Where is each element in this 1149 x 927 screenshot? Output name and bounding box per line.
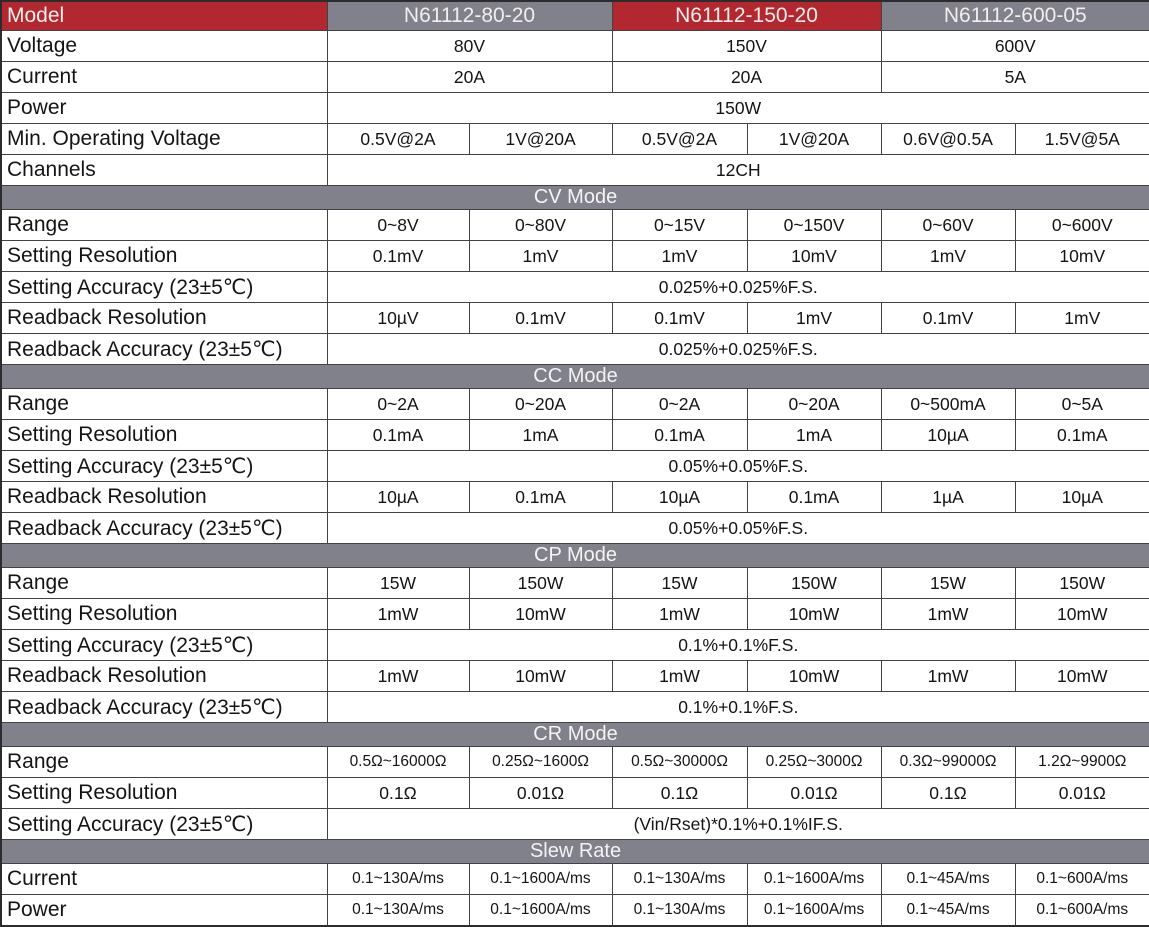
spec-value-cell: 0~80V <box>469 210 612 241</box>
spec-value-cell: 0~15V <box>612 210 747 241</box>
row-label: Readback Accuracy (23±5℃) <box>1 513 327 544</box>
spec-value-cell: 1mW <box>327 599 469 630</box>
row-label: Setting Accuracy (23±5℃) <box>1 272 327 303</box>
spec-row <box>1 241 1149 272</box>
row-label: Setting Resolution <box>1 420 327 451</box>
row-label: Setting Accuracy (23±5℃) <box>1 630 327 661</box>
spec-value-cell: 0~2A <box>612 389 747 420</box>
spec-value-cell: 1mV <box>747 303 881 334</box>
spec-value-cell: 0.1~1600A/ms <box>469 864 612 895</box>
spec-row <box>1 210 1149 241</box>
spec-value-cell: 150V <box>612 31 881 62</box>
spec-value-cell: 0~150V <box>747 210 881 241</box>
spec-value-cell: 0.25Ω~3000Ω <box>747 747 881 778</box>
spec-value-cell: (Vin/Rset)*0.1%+0.1%IF.S. <box>327 809 1149 840</box>
spec-row <box>1 62 1149 93</box>
spec-value-cell: 0.1mA <box>747 482 881 513</box>
spec-value-cell: 0.01Ω <box>747 778 881 809</box>
spec-value-cell: 150W <box>747 568 881 599</box>
section-header: Slew Rate <box>1 840 1149 864</box>
spec-value-cell: 0~500mA <box>881 389 1015 420</box>
spec-row <box>1 864 1149 895</box>
spec-row <box>1 513 1149 544</box>
spec-value-cell: 0.1~45A/ms <box>881 895 1015 927</box>
row-label: Range <box>1 568 327 599</box>
row-label: Range <box>1 747 327 778</box>
row-label: Setting Resolution <box>1 599 327 630</box>
row-label: Power <box>1 895 327 927</box>
spec-value-cell: 0.1~130A/ms <box>612 895 747 927</box>
row-label: Channels <box>1 155 327 186</box>
model-header-row <box>1 1 1149 31</box>
spec-value-cell: 1mA <box>469 420 612 451</box>
spec-row <box>1 599 1149 630</box>
spec-value-cell: 20A <box>612 62 881 93</box>
row-label: Voltage <box>1 31 327 62</box>
spec-value-cell: 1mW <box>881 599 1015 630</box>
spec-row <box>1 155 1149 186</box>
spec-value-cell: 0.5Ω~30000Ω <box>612 747 747 778</box>
section-header: CC Mode <box>1 365 1149 389</box>
spec-row <box>1 334 1149 365</box>
spec-row <box>1 482 1149 513</box>
spec-value-cell: 150W <box>469 568 612 599</box>
spec-value-cell: 0.1%+0.1%F.S. <box>327 630 1149 661</box>
spec-value-cell: 1mW <box>327 661 469 692</box>
spec-value-cell: 0.1Ω <box>327 778 469 809</box>
spec-row <box>1 809 1149 840</box>
spec-value-cell: 150W <box>1015 568 1149 599</box>
row-label: Setting Resolution <box>1 778 327 809</box>
spec-value-cell: 0.1~600A/ms <box>1015 864 1149 895</box>
spec-value-cell: 0.1~45A/ms <box>881 864 1015 895</box>
spec-row <box>1 451 1149 482</box>
spec-value-cell: 0.1mA <box>1015 420 1149 451</box>
spec-value-cell: 10mW <box>1015 661 1149 692</box>
spec-value-cell: 10mV <box>747 241 881 272</box>
spec-row <box>1 124 1149 155</box>
spec-value-cell: 20A <box>327 62 612 93</box>
spec-value-cell: 0.1mV <box>612 303 747 334</box>
spec-value-cell: 1µA <box>881 482 1015 513</box>
spec-value-cell: 1mV <box>612 241 747 272</box>
spec-value-cell: 0~2A <box>327 389 469 420</box>
section-row <box>1 365 1149 389</box>
section-header: CR Mode <box>1 723 1149 747</box>
spec-value-cell: 1mW <box>612 661 747 692</box>
row-label: Readback Accuracy (23±5℃) <box>1 334 327 365</box>
spec-value-cell: 0~8V <box>327 210 469 241</box>
row-label: Readback Resolution <box>1 303 327 334</box>
spec-row <box>1 661 1149 692</box>
spec-value-cell: 0.1~1600A/ms <box>747 864 881 895</box>
spec-value-cell: 0.1~130A/ms <box>327 895 469 927</box>
spec-value-cell: 0.025%+0.025%F.S. <box>327 334 1149 365</box>
spec-value-cell: 10mV <box>1015 241 1149 272</box>
spec-value-cell: 1.5V@5A <box>1015 124 1149 155</box>
spec-value-cell: 15W <box>881 568 1015 599</box>
spec-value-cell: 10µA <box>881 420 1015 451</box>
spec-value-cell: 0.1mA <box>469 482 612 513</box>
spec-value-cell: 1mW <box>612 599 747 630</box>
spec-value-cell: 0.1~130A/ms <box>327 864 469 895</box>
spec-value-cell: 10µA <box>1015 482 1149 513</box>
row-label: Setting Accuracy (23±5℃) <box>1 809 327 840</box>
row-label: Range <box>1 389 327 420</box>
spec-value-cell: 10µV <box>327 303 469 334</box>
section-header: CV Mode <box>1 186 1149 210</box>
spec-value-cell: 0.25Ω~1600Ω <box>469 747 612 778</box>
spec-row <box>1 389 1149 420</box>
row-label: Min. Operating Voltage <box>1 124 327 155</box>
spec-value-cell: 0.1mA <box>612 420 747 451</box>
spec-row <box>1 778 1149 809</box>
spec-value-cell: 0.6V@0.5A <box>881 124 1015 155</box>
spec-value-cell: 1mV <box>469 241 612 272</box>
spec-value-cell: 12CH <box>327 155 1149 186</box>
model-name-cell: N61112-150-20 <box>612 1 881 31</box>
spec-value-cell: 0.1~1600A/ms <box>747 895 881 927</box>
spec-value-cell: 10mW <box>469 661 612 692</box>
spec-value-cell: 0.1mV <box>881 303 1015 334</box>
spec-value-cell: 15W <box>327 568 469 599</box>
model-name-cell: N61112-80-20 <box>327 1 612 31</box>
spec-value-cell: 0.1Ω <box>612 778 747 809</box>
spec-value-cell: 80V <box>327 31 612 62</box>
row-label: Readback Resolution <box>1 661 327 692</box>
spec-value-cell: 0.1~600A/ms <box>1015 895 1149 927</box>
spec-value-cell: 0.1~1600A/ms <box>469 895 612 927</box>
section-row <box>1 840 1149 864</box>
row-label: Setting Resolution <box>1 241 327 272</box>
spec-value-cell: 0.5V@2A <box>612 124 747 155</box>
spec-value-cell: 1mW <box>881 661 1015 692</box>
spec-value-cell: 1mV <box>881 241 1015 272</box>
spec-value-cell: 10mW <box>747 661 881 692</box>
spec-value-cell: 0~600V <box>1015 210 1149 241</box>
spec-value-cell: 10µA <box>612 482 747 513</box>
row-label: Range <box>1 210 327 241</box>
row-label: Setting Accuracy (23±5℃) <box>1 451 327 482</box>
row-label: Readback Resolution <box>1 482 327 513</box>
spec-row <box>1 568 1149 599</box>
spec-row <box>1 420 1149 451</box>
spec-value-cell: 0~5A <box>1015 389 1149 420</box>
row-label: Current <box>1 62 327 93</box>
spec-row <box>1 93 1149 124</box>
section-row <box>1 723 1149 747</box>
spec-value-cell: 10mW <box>469 599 612 630</box>
spec-value-cell: 0.05%+0.05%F.S. <box>327 513 1149 544</box>
spec-value-cell: 0.1mA <box>327 420 469 451</box>
section-row <box>1 544 1149 568</box>
model-header-label: Model <box>1 1 327 31</box>
spec-value-cell: 1mA <box>747 420 881 451</box>
model-name-cell: N61112-600-05 <box>881 1 1149 31</box>
spec-value-cell: 0.1mV <box>469 303 612 334</box>
spec-value-cell: 0.1Ω <box>881 778 1015 809</box>
spec-row <box>1 303 1149 334</box>
spec-value-cell: 0.01Ω <box>469 778 612 809</box>
spec-value-cell: 0.05%+0.05%F.S. <box>327 451 1149 482</box>
spec-value-cell: 10µA <box>327 482 469 513</box>
spec-value-cell: 5A <box>881 62 1149 93</box>
spec-value-cell: 0.1mV <box>327 241 469 272</box>
spec-value-cell: 0.5Ω~16000Ω <box>327 747 469 778</box>
spec-value-cell: 0.1%+0.1%F.S. <box>327 692 1149 723</box>
spec-value-cell: 600V <box>881 31 1149 62</box>
row-label: Power <box>1 93 327 124</box>
spec-value-cell: 1V@20A <box>469 124 612 155</box>
spec-value-cell: 1V@20A <box>747 124 881 155</box>
spec-value-cell: 15W <box>612 568 747 599</box>
spec-value-cell: 0.5V@2A <box>327 124 469 155</box>
row-label: Readback Accuracy (23±5℃) <box>1 692 327 723</box>
spec-value-cell: 1.2Ω~9900Ω <box>1015 747 1149 778</box>
spec-value-cell: 1mV <box>1015 303 1149 334</box>
spec-value-cell: 10mW <box>747 599 881 630</box>
section-header: CP Mode <box>1 544 1149 568</box>
spec-value-cell: 0.3Ω~99000Ω <box>881 747 1015 778</box>
spec-row <box>1 272 1149 303</box>
spec-row <box>1 31 1149 62</box>
spec-value-cell: 0.025%+0.025%F.S. <box>327 272 1149 303</box>
spec-value-cell: 0~20A <box>747 389 881 420</box>
spec-value-cell: 0~60V <box>881 210 1015 241</box>
spec-value-cell: 10mW <box>1015 599 1149 630</box>
spec-row <box>1 747 1149 778</box>
row-label: Current <box>1 864 327 895</box>
spec-value-cell: 0~20A <box>469 389 612 420</box>
spec-value-cell: 0.01Ω <box>1015 778 1149 809</box>
spec-value-cell: 150W <box>327 93 1149 124</box>
section-row <box>1 186 1149 210</box>
spec-row <box>1 692 1149 723</box>
spec-value-cell: 0.1~130A/ms <box>612 864 747 895</box>
spec-row <box>1 895 1149 927</box>
spec-row <box>1 630 1149 661</box>
